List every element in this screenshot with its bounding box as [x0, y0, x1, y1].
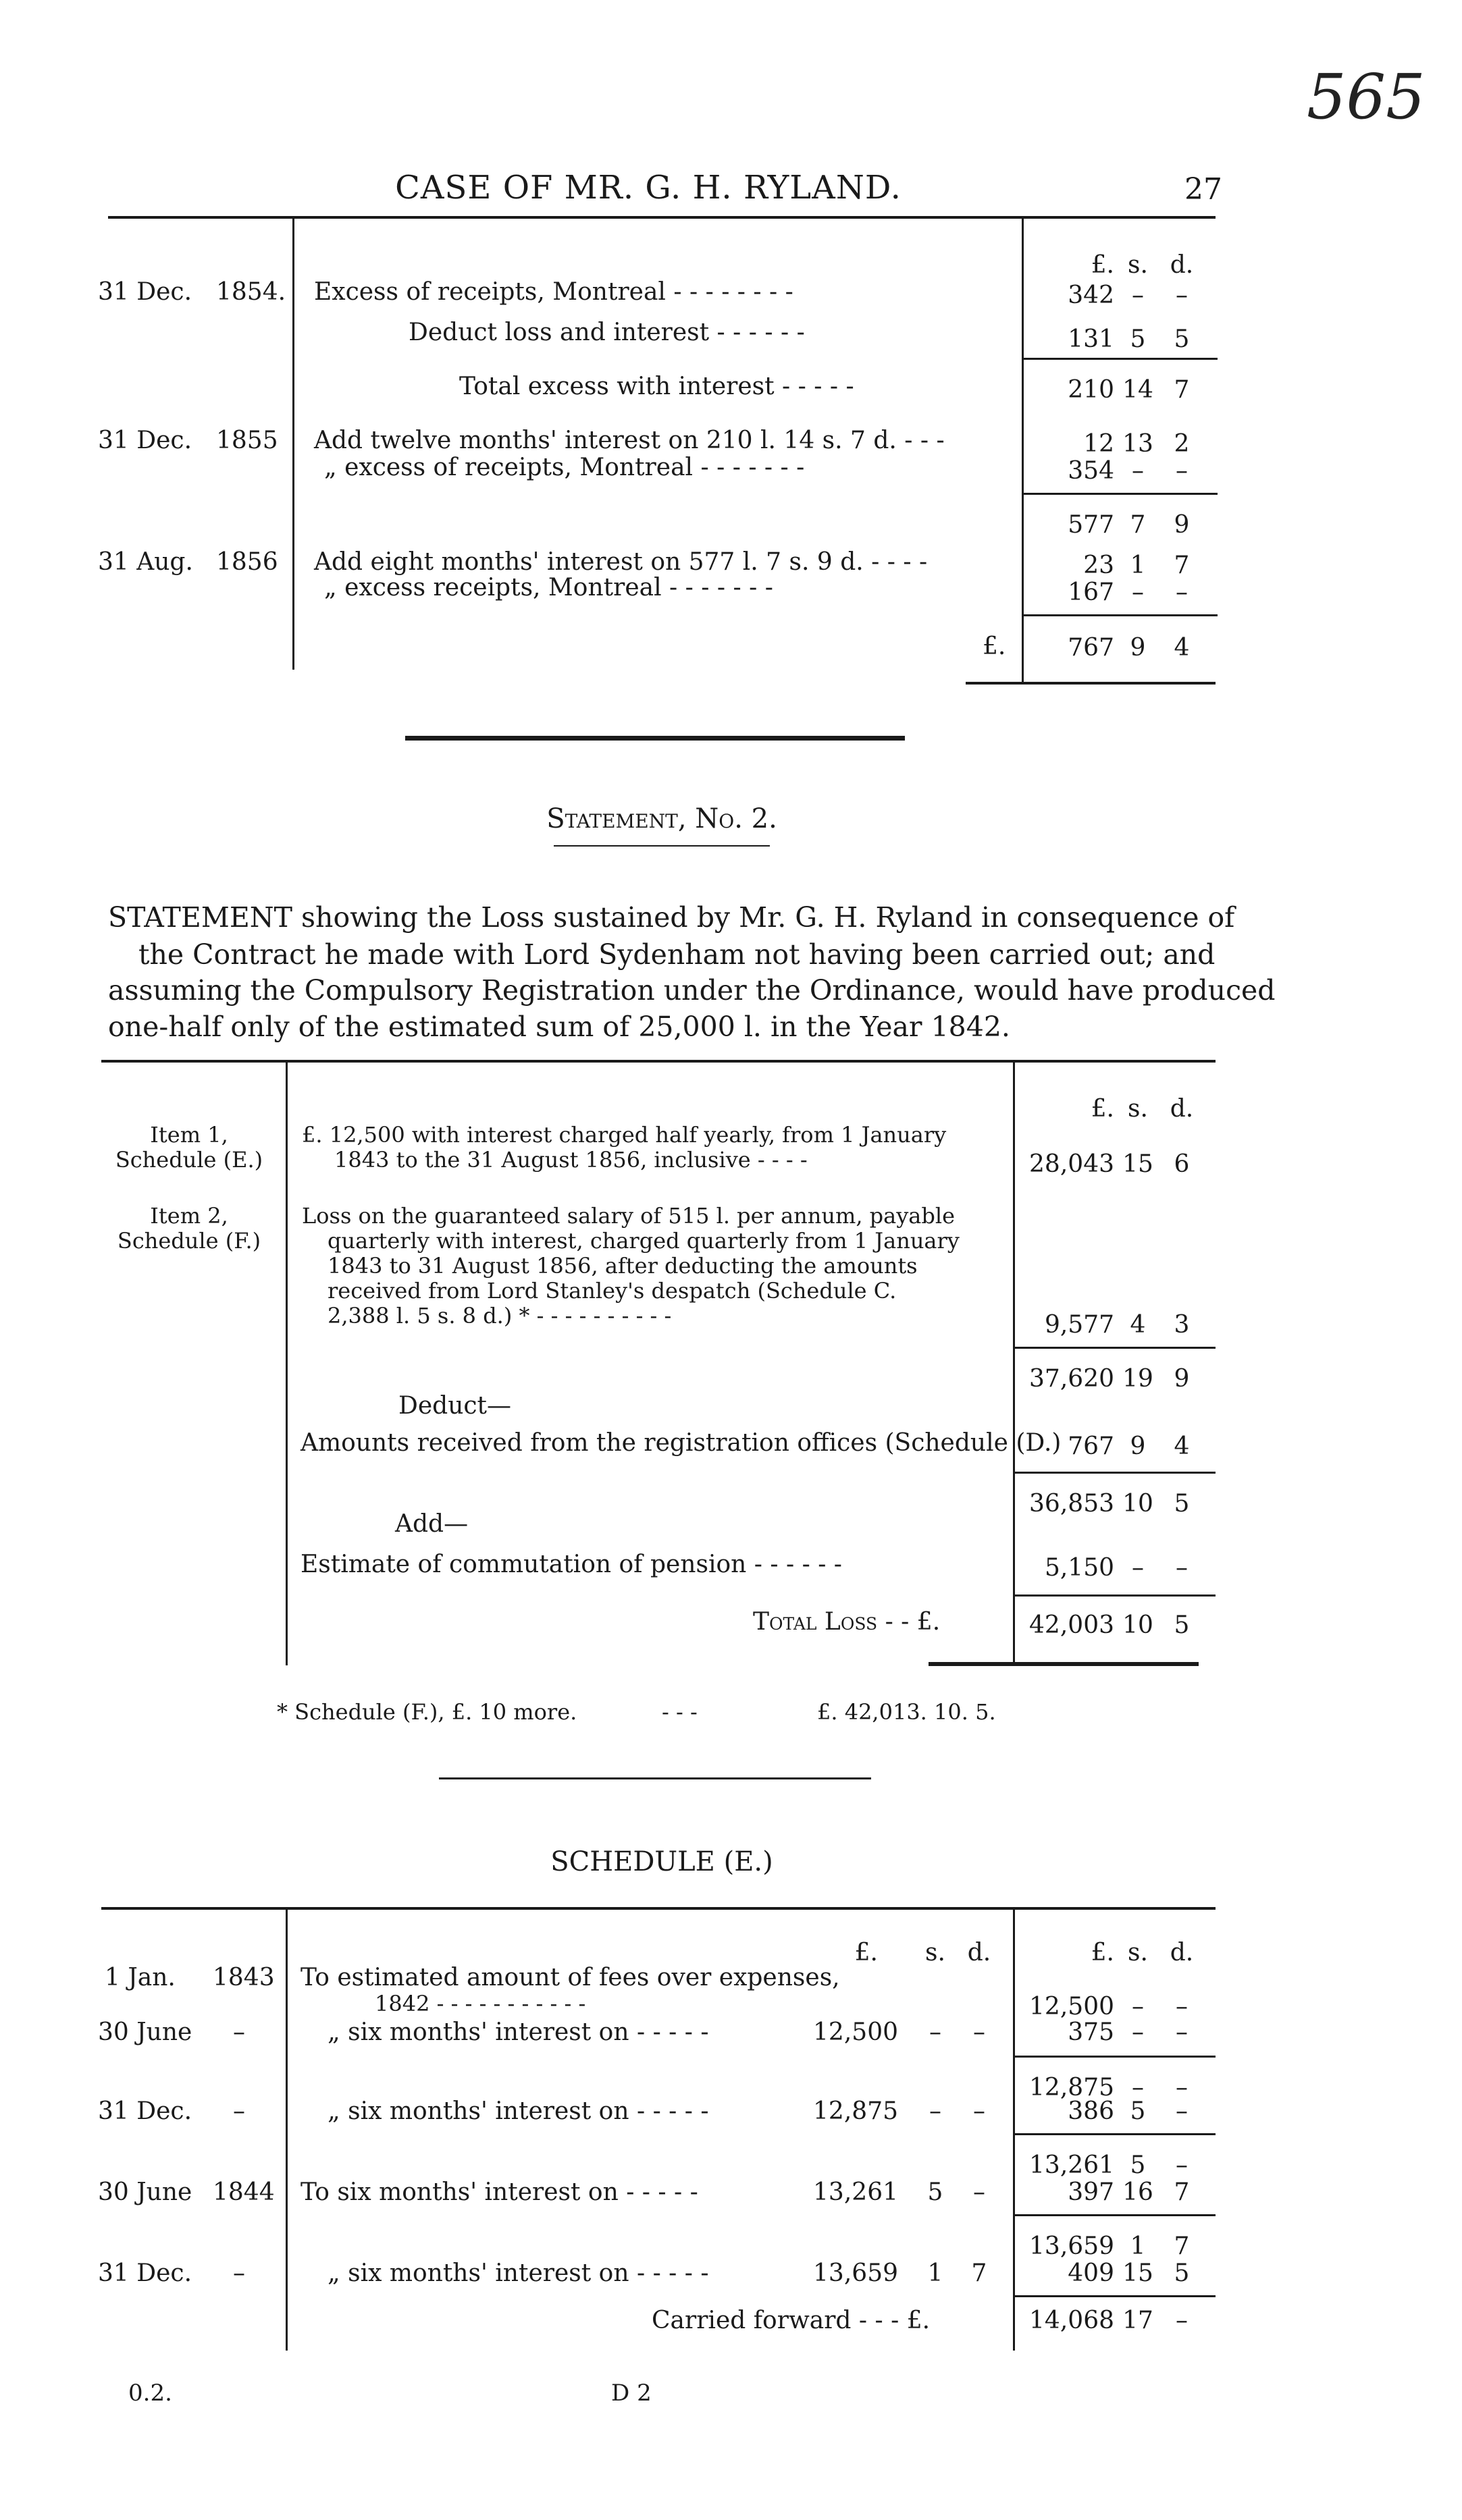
amount-shillings: 15	[1122, 2259, 1153, 2287]
entry-text: To estimated amount of fees over expenses,	[301, 1964, 840, 1991]
carried-pounds: 14,068	[1029, 2307, 1114, 2334]
amount-pounds: 28,043	[1029, 1150, 1114, 1178]
amount-pence: –	[1176, 457, 1188, 485]
total-rule	[966, 682, 1216, 685]
entry-text: „ six months' interest on - - - - -	[328, 2097, 709, 2125]
entry-date: 31 Dec.	[98, 2259, 192, 2287]
shillings-heading: s.	[1128, 1939, 1148, 1966]
entry-text: „ excess of receipts, Montreal - - - - - - -	[324, 454, 805, 481]
amount-shillings: 1	[1130, 552, 1146, 579]
table-top-rule	[101, 1060, 1216, 1063]
header-rule	[108, 216, 1216, 219]
sum-rule	[1013, 1347, 1216, 1349]
inner-amount-pence: –	[973, 2178, 985, 2206]
amount-pence: –	[1176, 579, 1188, 606]
statement-heading: Statement, No. 2.	[546, 803, 777, 834]
footnote-total: £. 42,013. 10. 5.	[817, 1699, 996, 1725]
total-shillings: 9	[1130, 634, 1146, 662]
pence-heading: d.	[1170, 1095, 1194, 1123]
entry-text: To six months' interest on - - - - -	[301, 2178, 698, 2206]
entry-year: –	[233, 2259, 245, 2287]
item-text: Loss on the guaranteed salary of 515 l. per annum, payable	[302, 1203, 956, 1229]
pence-heading: d.	[1170, 1939, 1194, 1966]
date-column-rule	[286, 1908, 288, 2351]
amount-pence: 7	[1174, 2178, 1190, 2206]
inner-amount-pounds: 13,659	[813, 2259, 898, 2287]
page-number: 27	[1184, 172, 1222, 207]
inner-amount-shillings: 1	[927, 2259, 943, 2287]
schedule-heading: SCHEDULE (E.)	[550, 1846, 773, 1877]
running-shillings: –	[1132, 2074, 1144, 2101]
amount-pounds: 5,150	[1044, 1554, 1114, 1582]
amount-pence: 6	[1174, 1150, 1190, 1178]
item-text: quarterly with interest, charged quarterly from 1 January	[328, 1228, 960, 1254]
inner-amount-pence: –	[973, 2097, 985, 2125]
amount-pounds: 577	[1068, 511, 1114, 539]
subtotal-shillings: 10	[1122, 1490, 1153, 1518]
money-column-rule	[1022, 217, 1024, 683]
inner-amount-pounds: 13,261	[813, 2178, 898, 2206]
entry-year: 1843	[213, 1964, 275, 1991]
ref-column-rule	[286, 1061, 288, 1665]
sum-rule	[1013, 2133, 1216, 2135]
deduct-label: Deduct—	[398, 1392, 512, 1420]
amount-shillings: –	[1132, 282, 1144, 309]
total-pence: 5	[1174, 1611, 1190, 1639]
amount-pounds: 9,577	[1044, 1311, 1114, 1339]
amount-pounds: 409	[1068, 2259, 1114, 2287]
money-column-rule	[1013, 1061, 1015, 1665]
entry-text: „ excess receipts, Montreal - - - - - - -	[324, 574, 773, 601]
entry-year: 1855	[216, 427, 278, 454]
running-pounds: 12,875	[1029, 2074, 1114, 2101]
statement-intro-line: STATEMENT showing the Loss sustained by Mr. G. H. Ryland in consequence of	[108, 901, 1235, 934]
section-divider	[439, 1777, 871, 1779]
handwritten-page-mark: 565	[1307, 61, 1426, 133]
statement-intro-line: the Contract he made with Lord Sydenham not having been carried out; and	[138, 938, 1216, 971]
amount-shillings: –	[1132, 579, 1144, 606]
amount-pounds: 342	[1068, 282, 1114, 309]
amount-shillings: 15	[1122, 1150, 1153, 1178]
total-shillings: 10	[1122, 1611, 1153, 1639]
sum-rule	[1013, 2056, 1216, 2058]
entry-year: 1844	[213, 2178, 275, 2206]
add-label: Add—	[395, 1510, 469, 1538]
amount-pounds: 23	[1083, 552, 1114, 579]
total-rule	[929, 1662, 1199, 1666]
amount-pence: –	[1176, 2097, 1188, 2125]
date-column-rule	[292, 217, 294, 670]
inner-pounds-heading: £.	[854, 1939, 878, 1966]
section-divider	[405, 736, 905, 741]
running-shillings: 1	[1130, 2232, 1146, 2260]
amount-pounds: 375	[1068, 2018, 1114, 2046]
shillings-heading: s.	[1128, 1095, 1148, 1123]
amount-pounds: 12	[1083, 430, 1114, 458]
amount-pounds: 210	[1068, 376, 1114, 404]
money-column-rule	[1013, 1908, 1015, 2351]
footer-reference: 0.2.	[128, 2380, 172, 2407]
pounds-heading: £.	[1091, 1939, 1114, 1966]
entry-date: 31 Aug.	[98, 548, 193, 576]
add-text: Estimate of commutation of pension - - - - - -	[301, 1551, 842, 1578]
shillings-heading: s.	[1128, 251, 1148, 279]
amount-shillings: 7	[1130, 511, 1146, 539]
entry-date: 31 Dec.	[98, 427, 192, 454]
amount-shillings: –	[1132, 457, 1144, 485]
amount-pence: –	[1176, 2018, 1188, 2046]
amount-shillings: 14	[1122, 376, 1153, 404]
running-pence: –	[1176, 2151, 1188, 2179]
inner-shillings-heading: s.	[925, 1939, 945, 1966]
amount-pounds: 354	[1068, 457, 1114, 485]
item-text: 2,388 l. 5 s. 8 d.) * - - - - - - - - - -	[328, 1303, 672, 1329]
subtotal-pounds: 37,620	[1029, 1365, 1114, 1393]
sum-rule	[1013, 2295, 1216, 2297]
sum-rule	[1013, 1472, 1216, 1474]
entry-text: Add eight months' interest on 577 l. 7 s. 9 d. - - - -	[314, 548, 928, 576]
amount-pence: 3	[1174, 1311, 1190, 1339]
statement-intro-line: one-half only of the estimated sum of 25,000 l. in the Year 1842.	[108, 1011, 1010, 1043]
table-top-rule	[101, 1907, 1216, 1910]
entry-date: 31 Dec.	[98, 2097, 192, 2125]
sum-rule	[1022, 358, 1218, 360]
running-pounds: 13,261	[1029, 2151, 1114, 2179]
inner-amount-shillings: –	[929, 2018, 941, 2046]
entry-date: 30 June	[98, 2178, 192, 2206]
footer-signature-mark: D 2	[611, 2380, 652, 2407]
amount-pounds: 397	[1068, 2178, 1114, 2206]
amount-pence: 5	[1174, 325, 1190, 353]
amount-pence: 9	[1174, 511, 1190, 539]
amount-shillings: 16	[1122, 2178, 1153, 2206]
pounds-heading: £.	[1091, 251, 1114, 279]
schedule-reference: Schedule (F.)	[117, 1228, 261, 1254]
inner-amount-shillings: –	[929, 2097, 941, 2125]
running-pence: –	[1176, 2074, 1188, 2101]
total-pounds: 42,003	[1029, 1611, 1114, 1639]
item-text: 1843 to 31 August 1856, after deducting the amounts	[328, 1253, 918, 1279]
running-shillings: 5	[1130, 2151, 1146, 2179]
inner-amount-pence: –	[973, 2018, 985, 2046]
pounds-heading: £.	[1091, 1095, 1114, 1123]
amount-pence: –	[1176, 1993, 1188, 2020]
carried-shillings: 17	[1122, 2307, 1153, 2334]
inner-amount-shillings: 5	[927, 2178, 943, 2206]
entry-date: 30 June	[98, 2018, 192, 2046]
entry-year: 1856	[216, 548, 278, 576]
total-pounds: 767	[1068, 634, 1114, 662]
inner-pence-heading: d.	[967, 1939, 991, 1966]
heading-rule	[554, 845, 770, 847]
carried-pence: –	[1176, 2307, 1188, 2334]
amount-pounds: 131	[1068, 325, 1114, 353]
running-pounds: 13,659	[1029, 2232, 1114, 2260]
deduct-text: Amounts received from the registration offices (Schedule (D.)	[301, 1429, 1062, 1457]
amount-shillings: 5	[1130, 2097, 1146, 2125]
statement-intro-line: assuming the Compulsory Registration under the Ordinance, would have produced	[108, 974, 1276, 1007]
sum-rule	[1013, 1594, 1216, 1597]
amount-shillings: –	[1132, 1554, 1144, 1582]
footnote-text: * Schedule (F.), £. 10 more.	[277, 1699, 577, 1725]
page-title: CASE OF MR. G. H. RYLAND.	[395, 169, 902, 207]
amount-shillings: 13	[1122, 430, 1153, 458]
inner-amount-pence: 7	[971, 2259, 987, 2287]
amount-shillings: 9	[1130, 1432, 1146, 1460]
entry-text: Total excess with interest - - - - -	[459, 373, 854, 400]
amount-pence: –	[1176, 282, 1188, 309]
entry-text: 1842 - - - - - - - - - - -	[375, 1991, 586, 2016]
amount-pence: –	[1176, 1554, 1188, 1582]
total-loss-label: Total Loss - - £.	[753, 1608, 941, 1636]
entry-text: Deduct loss and interest - - - - - -	[409, 319, 805, 346]
subtotal-pounds: 36,853	[1029, 1490, 1114, 1518]
amount-pounds: 12,500	[1029, 1993, 1114, 2020]
entry-date: 1 Jan.	[105, 1964, 176, 1991]
entry-text: Add twelve months' interest on 210 l. 14 s. 7 d. - - -	[314, 427, 945, 454]
entry-text: „ six months' interest on - - - - -	[328, 2018, 709, 2046]
amount-pounds: 767	[1068, 1432, 1114, 1460]
sum-rule	[1022, 493, 1218, 495]
inner-amount-pounds: 12,500	[813, 2018, 898, 2046]
subtotal-shillings: 19	[1122, 1365, 1153, 1393]
total-pence: 4	[1174, 634, 1190, 662]
subtotal-pence: 5	[1174, 1490, 1190, 1518]
entry-date: 31 Dec.	[98, 278, 192, 306]
schedule-reference: Schedule (E.)	[115, 1147, 263, 1173]
carried-forward-label: Carried forward - - - £.	[652, 2307, 931, 2334]
inner-amount-pounds: 12,875	[813, 2097, 898, 2125]
item-text: received from Lord Stanley's despatch (Schedule C.	[328, 1278, 897, 1304]
amount-shillings: 5	[1130, 325, 1146, 353]
sum-rule	[1013, 2214, 1216, 2216]
entry-text: „ six months' interest on - - - - -	[328, 2259, 709, 2287]
item-reference: Item 2,	[150, 1203, 228, 1229]
amount-shillings: –	[1132, 1993, 1144, 2020]
subtotal-pence: 9	[1174, 1365, 1190, 1393]
amount-pence: 5	[1174, 2259, 1190, 2287]
amount-pence: 2	[1174, 430, 1190, 458]
amount-shillings: 4	[1130, 1311, 1146, 1339]
item-reference: Item 1,	[150, 1122, 228, 1148]
item-text: 1843 to the 31 August 1856, inclusive - - - -	[334, 1147, 808, 1173]
running-pence: 7	[1174, 2232, 1190, 2260]
amount-pence: 7	[1174, 552, 1190, 579]
pence-heading: d.	[1170, 251, 1194, 279]
entry-year: –	[233, 2097, 245, 2125]
entry-year: 1854.	[216, 278, 286, 306]
entry-text: Excess of receipts, Montreal - - - - - - - -	[314, 278, 793, 306]
amount-shillings: –	[1132, 2018, 1144, 2046]
total-currency-label: £.	[983, 633, 1006, 660]
amount-pence: 4	[1174, 1432, 1190, 1460]
sum-rule	[1022, 614, 1218, 616]
amount-pounds: 386	[1068, 2097, 1114, 2125]
item-text: £. 12,500 with interest charged half yearly, from 1 January	[302, 1122, 947, 1148]
entry-year: –	[233, 2018, 245, 2046]
amount-pounds: 167	[1068, 579, 1114, 606]
amount-pence: 7	[1174, 376, 1190, 404]
footnote-leader: - - -	[662, 1699, 698, 1725]
